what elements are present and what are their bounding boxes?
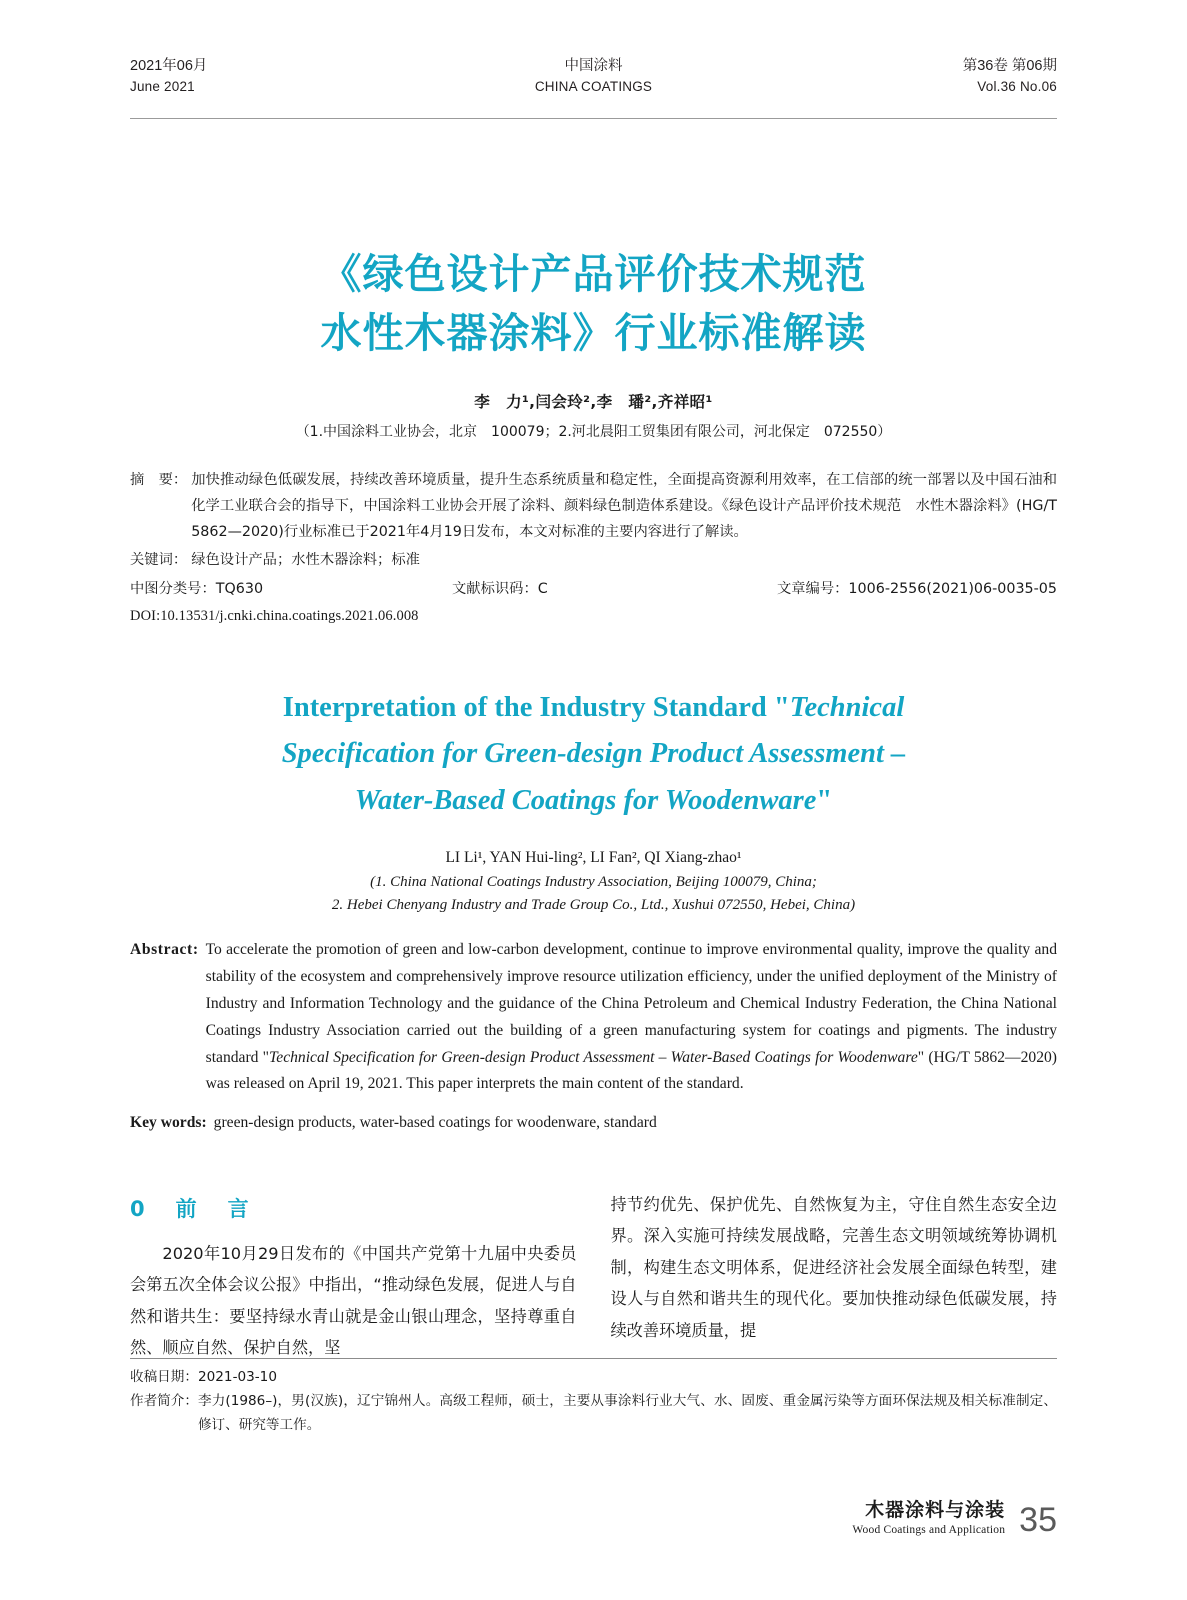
title-cn-line2: 水性木器涂料》行业标准解读 [320,309,867,358]
running-head-right [963,55,1057,98]
affiliation-en-line1: (1. China National Coatings Industry Association, Beijing 100079, China; [370,873,817,890]
authors-en: LI Li¹, YAN Hui-ling², LI Fan², QI Xiang-zhao¹ [445,848,742,866]
running-head-divider [130,118,1057,119]
doi: DOI:10.13531/j.cnki.china.coatings.2021.06.008 [130,607,419,624]
title-cn [130,245,1057,364]
title-en-italic-2: Specification for Green-design Product Assessment – [281,738,906,770]
affiliation-cn: （1.中国涂料工业协会，北京 100079；2.河北晨阳工贸集团有限公司，河北保定 072550） [295,423,892,440]
abstract-cn-block [130,467,1072,629]
document-code: 文献标识码：C [452,580,548,597]
title-en [130,685,1057,823]
page-footer-section-en: Wood Coatings and Application [852,1524,1006,1537]
body-paragraph-left: 2020年10月29日发布的《中国共产党第十九届中央委员会第五次全体会议公报》中指出，“推动绿色发展，促进人与自然和谐共生：要坚持绿水青山就是金山银山理念，坚持尊重自然、顺应自然、保护自然，坚 [130,1243,577,1358]
keywords-cn-row [130,547,1057,573]
author-bio-label: 作者简介： [130,1392,198,1409]
running-head-date-en: June 2021 [130,79,195,95]
keywords-cn-text: 绿色设计产品；水性木器涂料；标准 [191,551,420,568]
keywords-en-text: green-design products, water-based coatings for woodenware, standard [213,1114,657,1132]
title-en-plain-prefix: Interpretation of the Industry Standard " [282,692,790,724]
page-footer [852,1499,1057,1538]
abstract-cn-text: 加快推动绿色低碳发展，持续改善环境质量，提升生态系统质量和稳定性，全面提高资源利用效率，在工信部的统一部署以及中国石油和化学工业联合会的指导下，中国涂料工业协会开展了涂料、颜料绿色制造体系建设。《绿色设计产品评价技术规范 水性木器涂料》(HG/T 5862—2020)行业标准已于2021年4月19日发布，本文对标准的主要内容进行了解读。 [191,471,1072,540]
page-number: 35 [1019,1500,1057,1539]
running-head-center [130,55,1057,98]
abstract-en-label: Abstract: [130,941,199,959]
abstract-en-part1: To accelerate the promotion of green and low-carbon development, continue to improve environmental quality, improve the quality and stability of the ecosystem and comprehensively improve resource utilization efficiency, under the unified deployment of the Ministry of Industry and Information Technology and the guidance of the China Petroleum and Chemical Industry Federation, the China National Coatings Industry Association carried out the building of a green manufacturing system for coatings and pigments. The industry standard " [205,941,1057,1066]
volume-issue-cn: 第36卷 第06期 [962,58,1057,74]
abstract-cn-label: 摘 要： [130,471,188,488]
abstract-en-text [206,937,1057,1098]
title-en-plain-suffix: " [816,784,833,816]
keywords-en-label: Key words: [130,1114,207,1132]
body-column-right [611,1189,1058,1364]
title-cn-line1: 《绿色设计产品评价技术规范 [320,250,867,298]
keywords-cn-label: 关键词： [130,551,188,568]
page-footer-section [852,1499,1005,1538]
author-bio-row [130,1390,1057,1438]
footnotes [130,1366,1057,1437]
clc-number: 中图分类号：TQ630 [130,580,264,597]
body-column-left [130,1189,577,1364]
journal-name-en: CHINA COATINGS [534,79,653,95]
page-footer-section-cn: 木器涂料与涂装 [865,1499,1006,1522]
affiliation-en-line2: 2. Hebei Chenyang Industry and Trade Group Co., Ltd., Xushui 072550, Hebei, China) [331,897,856,914]
body-columns [130,1189,1057,1364]
journal-name-cn: 中国涂料 [564,58,623,74]
authors-cn: 李 力¹,闫会玲²,李 璠²,齐祥昭¹ [474,392,713,411]
abstract-en-part2: " (HG/T 5862—2020) was released on April 19, 2021. This paper interprets the main content of the standard. [205,1048,1057,1093]
title-en-italic-3: Water-Based Coatings for Woodenware [354,784,817,816]
body-paragraph-right: 持节约优先、保护优先、自然恢复为主，守住自然生态安全边界。深入实施可持续发展战略，完善生态文明领域统筹协调机制，构建生态文明体系，促进经济社会发展全面绿色转型，建设人与自然和谐共生的现代化。要加快推动绿色低碳发展，持续改善环境质量，提 [610,1194,1057,1341]
section-heading: 0 前 言 [130,1196,254,1221]
keywords-en-row [130,1110,1057,1137]
running-head [130,0,1057,117]
abstract-en-row [130,937,1057,1098]
abstract-en-italic: Technical Specification for Green-design Product Assessment – Water-Based Coatings for Woodenware [269,1048,918,1066]
author-bio-text: 李力(1986–)，男(汉族)，辽宁锦州人。高级工程师，硕士，主要从事涂料行业大气、水、固废、重金属污染等方面环保法规及相关标准制定、修订、研究等工作。 [197,1392,1057,1433]
footnote-divider [130,1358,1057,1359]
abstract-cn-row [130,467,1072,545]
received-date-value: 2021-03-10 [197,1369,277,1385]
received-date-label: 收稿日期： [130,1369,198,1385]
article-id: 文章编号：1006-2556(2021)06-0035-05 [776,580,1057,597]
volume-issue-en: Vol.36 No.06 [977,79,1057,95]
received-date-row [130,1366,1057,1390]
affiliation-en [130,871,1057,918]
title-en-italic-1: Technical [789,692,905,724]
running-head-date-cn: 2021年06月 [130,58,208,74]
classification-row [130,576,1057,602]
